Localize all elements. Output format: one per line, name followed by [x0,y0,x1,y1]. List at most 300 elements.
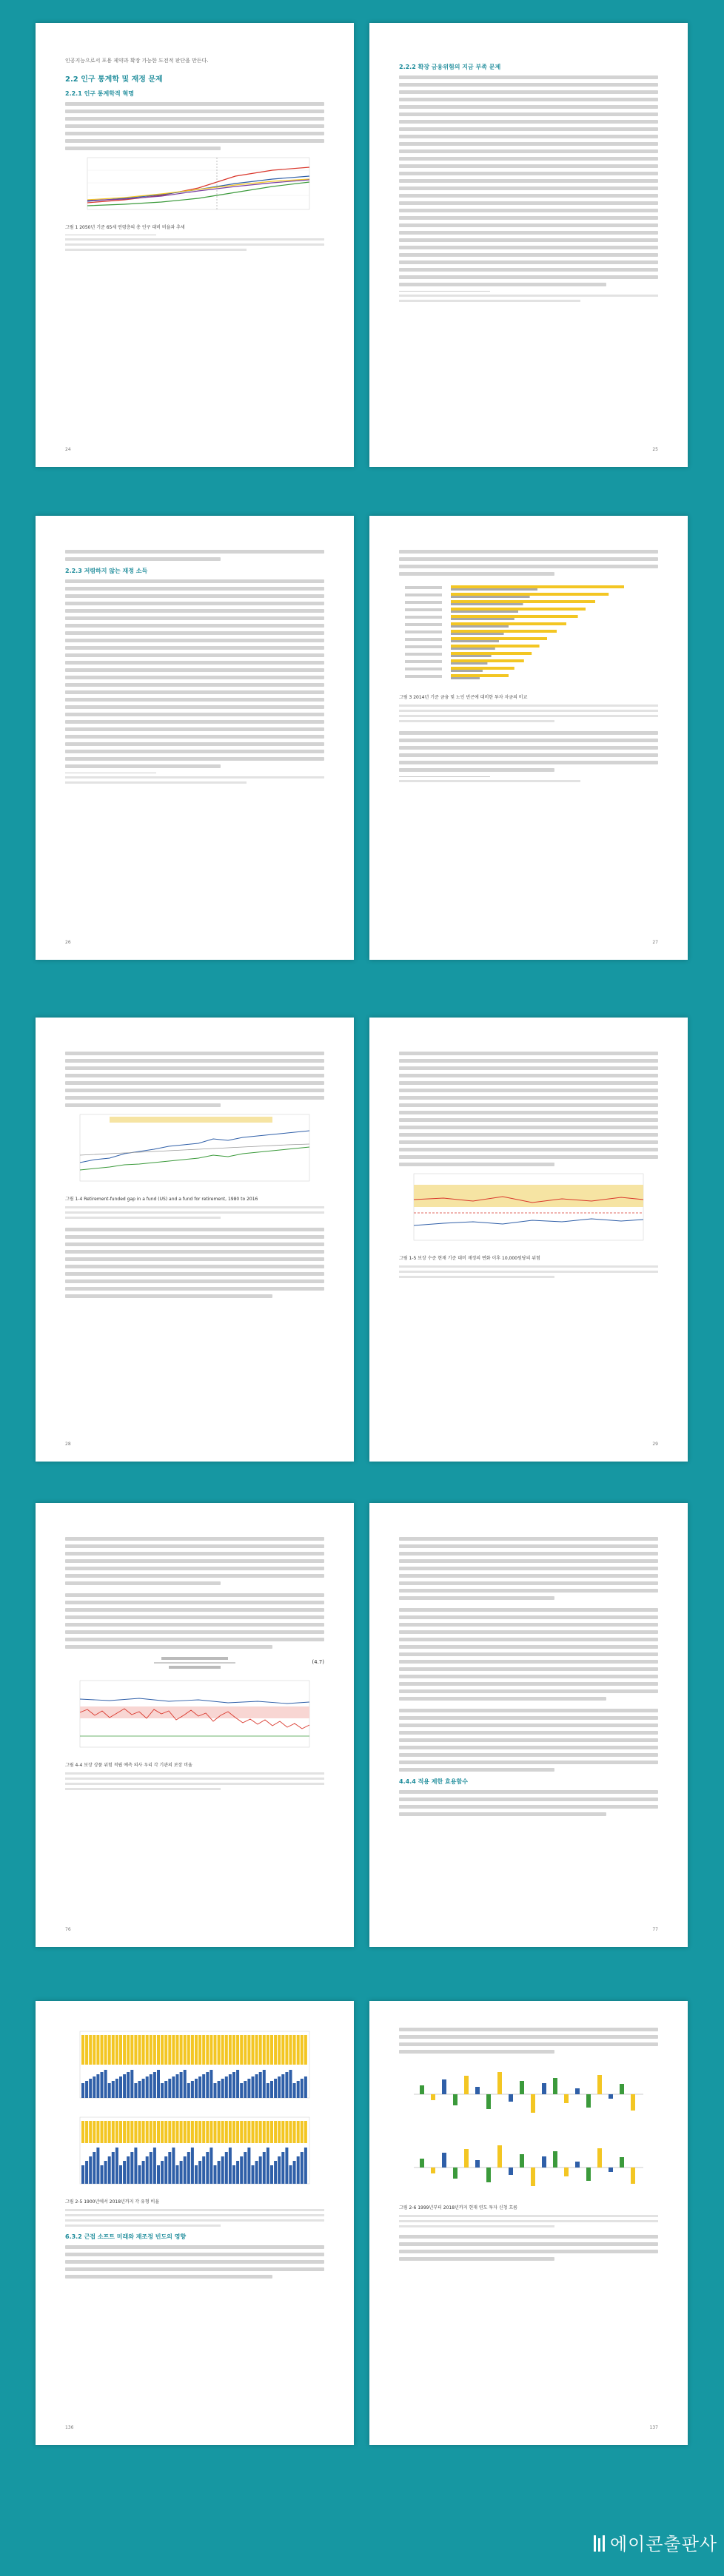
bar [164,2035,167,2065]
bar [236,2035,239,2065]
bar [112,2152,115,2184]
bar [497,2072,502,2094]
bar [267,2121,269,2143]
bar [240,2035,243,2065]
horizontal-bar-chart [399,579,651,690]
bar [134,2083,137,2098]
bar [184,2156,187,2184]
bar [486,2168,491,2182]
flow-bar-chart-top [399,2057,651,2128]
bar [281,2035,284,2065]
bar [93,2121,95,2143]
bar [119,2076,122,2098]
bar [609,2094,613,2099]
publisher-name: 에이콘출판사 [610,2534,718,2555]
bar [225,2035,228,2065]
bar [631,2168,635,2184]
bar [451,622,566,625]
page-number: 136 [65,2425,74,2430]
chart-caption: 그림 1 2050년 기준 65세 연령층의 총 인구 대비 비율과 추세 [65,225,185,230]
bar [81,2083,84,2098]
bar [210,2035,212,2065]
chart-caption: 그림 3 2014년 기준 금융 및 노인 빈곤에 대비한 투자 자금의 비교 [399,695,528,700]
bar [297,2156,300,2184]
bar [202,2074,205,2098]
risk-line-chart [399,1170,651,1251]
gap-line-chart [65,1111,317,1192]
bar [520,2154,524,2168]
chart-caption: 그림 1-5 보장 수준 현재 기준 대비 재정의 변화 이후 10,000원당의 위험 [399,1256,540,1261]
subsection-heading: 4.4.4 적용 제한 효용함수 [399,1778,468,1785]
bar [509,2168,513,2175]
bar [218,2121,221,2143]
subsection-heading: 2.2.1 인구 통계학적 혁명 [65,90,134,97]
bar [278,2156,281,2184]
bar [451,652,532,655]
bar [112,2121,115,2143]
bar [542,2083,546,2094]
category-label [405,586,442,589]
bar [229,2074,232,2098]
bar [221,2121,224,2143]
bar [218,2081,221,2098]
bar [123,2074,126,2098]
bar [451,674,509,677]
bar [172,2121,175,2143]
chart-caption: 그림 2-5 1900년에서 2018년까지 각 유형 비율 [65,2199,160,2205]
page-number: 137 [649,2425,658,2430]
bar [150,2074,152,2098]
bar [104,2161,107,2184]
bar [278,2035,281,2065]
bar [285,2121,288,2143]
bar [127,2035,130,2065]
bar [206,2152,209,2184]
bar [176,2121,179,2143]
bar [157,2121,160,2143]
bar [184,2121,187,2143]
bar [420,2159,424,2168]
bar [229,2035,232,2065]
bar [150,2035,152,2065]
bar [127,2072,130,2098]
bar [451,637,547,640]
bar [101,2121,104,2143]
bar [620,2084,624,2094]
bar [206,2072,209,2098]
bar [285,2148,288,2184]
bar [89,2156,92,2184]
bar [451,670,483,672]
bar [150,2152,152,2184]
page-number: 26 [65,940,71,945]
bar [232,2121,235,2143]
bar [240,2083,243,2098]
bar [104,2035,107,2065]
bar [293,2035,296,2065]
spread-1 [36,23,688,467]
bar [93,2035,95,2065]
bar [497,2145,502,2168]
bar [225,2152,228,2184]
bar [281,2121,284,2143]
bar [123,2035,126,2065]
bar [451,588,537,591]
bar [101,2035,104,2065]
category-label [405,608,442,611]
bar [115,2079,118,2098]
bar [267,2148,269,2184]
spread-2 [36,516,688,960]
bar [451,600,595,603]
bar [146,2121,149,2143]
bar [112,2081,115,2098]
bar [172,2035,175,2065]
bar [119,2121,122,2143]
bar [255,2161,258,2184]
bar [168,2035,171,2065]
category-label [405,667,442,670]
bar [281,2074,284,2098]
bar [451,611,518,613]
bar [236,2161,239,2184]
bar [96,2074,99,2098]
bar [564,2094,569,2103]
bar [96,2121,99,2143]
bar [270,2121,273,2143]
bar [232,2035,235,2065]
bar [301,2079,304,2098]
bar [259,2156,262,2184]
bar [172,2148,175,2184]
bar [297,2035,300,2065]
bar [206,2121,209,2143]
page-number: 77 [652,1927,658,1932]
bar [263,2121,266,2143]
bar [301,2035,304,2065]
publisher-logo [592,2529,717,2555]
bar [119,2035,122,2065]
bar [180,2161,183,2184]
bar [202,2121,205,2143]
spread-5 [36,2001,688,2445]
bar [168,2079,171,2098]
spread-3 [36,1018,688,1462]
bar [191,2148,194,2184]
chart-caption: 그림 2-6 1999년부터 2018년까지 현재 연도 투자 신청 흐름 [399,2205,517,2210]
bar [127,2156,130,2184]
bar [263,2035,266,2065]
category-label [405,645,442,648]
page-27 [369,516,688,960]
bar [134,2148,137,2184]
bar [172,2076,175,2098]
bar [586,2094,591,2108]
bar [420,2085,424,2094]
flow-bar-chart-bottom [399,2131,651,2201]
bar [285,2035,288,2065]
bar [184,2035,187,2065]
bar [164,2121,167,2143]
bar [153,2148,156,2184]
bar [597,2148,602,2168]
bar [146,2076,149,2098]
bar [142,2121,145,2143]
bar [130,2035,133,2065]
bar [108,2083,111,2098]
subsection-heading: 2.2.3 저렴하지 않는 재정 소득 [65,568,148,574]
bar [161,2121,164,2143]
bar [85,2121,88,2143]
category-label [405,623,442,626]
page-76 [36,1503,354,1947]
bar [631,2094,635,2111]
bar [134,2035,137,2065]
equation-label: (4.7) [312,1659,324,1665]
bar [214,2083,217,2098]
bar [187,2152,190,2184]
bar [198,2076,201,2098]
bar [101,2072,104,2098]
bar [278,2076,281,2098]
bar [96,2035,99,2065]
bar [531,2094,535,2113]
bar [218,2035,221,2065]
bar [255,2121,258,2143]
page-29 [369,1018,688,1462]
bar [157,2165,160,2184]
bar [451,596,530,598]
bar [176,2035,179,2065]
bar [304,2121,307,2143]
bar [195,2079,198,2098]
bar [195,2035,198,2065]
bar [180,2035,183,2065]
bar [240,2156,243,2184]
bar [274,2161,277,2184]
bar [263,2070,266,2098]
bar [191,2081,194,2098]
bar [451,677,480,679]
bar [153,2072,156,2098]
page-number: 27 [652,940,658,945]
bar [289,2070,292,2098]
bar [81,2121,84,2143]
publisher-mark-icon [592,2534,606,2553]
bar [138,2081,141,2098]
bar [240,2121,243,2143]
bar [138,2165,141,2184]
bar [553,2151,557,2168]
bar [187,2035,190,2065]
bar [210,2121,212,2143]
bar [210,2148,212,2184]
bar [263,2152,266,2184]
bar [486,2094,491,2109]
bar [210,2070,212,2098]
bar [81,2035,84,2065]
page-136 [36,2001,354,2445]
bar [274,2079,277,2098]
bar [214,2035,217,2065]
bar [451,662,487,665]
bar [255,2035,258,2065]
bar [575,2088,580,2094]
bar [270,2165,273,2184]
subsection-heading: 2.2.2 확장 금융위험의 지금 부족 문제 [399,64,501,70]
bar [451,593,609,596]
bar [267,2083,269,2098]
bar [252,2035,255,2065]
bar [564,2168,569,2176]
bar [431,2168,435,2173]
bar [176,2074,179,2098]
bar [451,640,499,642]
bar [161,2161,164,2184]
bar [119,2165,122,2184]
bar [442,2153,446,2168]
bar [187,2121,190,2143]
bar [232,2072,235,2098]
bar [214,2121,217,2143]
bar [191,2121,194,2143]
bar [453,2094,457,2105]
bar [130,2121,133,2143]
bar [304,2148,307,2184]
bar [218,2161,221,2184]
bar [293,2121,296,2143]
population-line-chart [65,154,317,221]
bar [198,2121,201,2143]
category-label [405,616,442,619]
bar [531,2168,535,2186]
bar [229,2148,232,2184]
bar [176,2165,179,2184]
bar [138,2035,141,2065]
bar [112,2035,115,2065]
bar [244,2035,247,2065]
page-137 [369,2001,688,2445]
bar [142,2035,145,2065]
bar [293,2161,296,2184]
bar [597,2075,602,2094]
bar [198,2035,201,2065]
bar [520,2081,524,2094]
bar [142,2079,145,2098]
page-number: 76 [65,1927,71,1932]
bar [191,2035,194,2065]
bar [451,585,624,588]
bar [108,2035,111,2065]
category-label [405,601,442,604]
bar [252,2076,255,2098]
bar [146,2035,149,2065]
bar [138,2121,141,2143]
bar [270,2035,273,2065]
bar [164,2156,167,2184]
bar [101,2165,104,2184]
bar [236,2121,239,2143]
page-24 [36,23,354,467]
bar [451,630,557,633]
bar [451,655,492,657]
bar [85,2081,88,2098]
bar [274,2035,277,2065]
bar [93,2152,95,2184]
bar [202,2035,205,2065]
bar [509,2094,513,2102]
page-number: 24 [65,447,71,452]
bar [184,2070,187,2098]
bar [89,2121,92,2143]
category-label [405,675,442,678]
bar [202,2156,205,2184]
chart-caption: 그림 4-4 보장 상품 위험 적립 예측 의사 우리 각 기관의 보장 비율 [65,1763,192,1768]
stacked-bar-chart-bottom [65,2113,317,2195]
bar [442,2079,446,2094]
bar [451,648,495,650]
bar [431,2094,435,2100]
bar [267,2035,269,2065]
page-number: 25 [652,447,658,452]
category-label [405,630,442,633]
bar [475,2087,480,2094]
bar [297,2081,300,2098]
bar [214,2165,217,2184]
section-heading: 2.2 인구 통계학 및 재정 문제 [65,75,163,84]
bar [221,2035,224,2065]
bar [93,2076,95,2098]
page-number: 28 [65,1442,71,1447]
bar [168,2152,171,2184]
bar [229,2121,232,2143]
subsection-heading: 6.3.2 근접 소프트 미래와 재조정 빈도의 영향 [65,2233,187,2240]
bar [127,2121,130,2143]
bar [451,659,524,662]
bar [236,2070,239,2098]
bar [247,2079,250,2098]
bar [146,2156,149,2184]
bar [108,2156,111,2184]
bar [89,2079,92,2098]
bar [244,2081,247,2098]
bar [115,2148,118,2184]
bar [289,2035,292,2065]
bar [104,2121,107,2143]
bar [289,2165,292,2184]
stacked-bar-chart-top [65,2028,317,2109]
bar [304,2076,307,2098]
bar [123,2161,126,2184]
bar [451,667,514,670]
bar [157,2070,160,2098]
bar [464,2149,469,2168]
page-77 [369,1503,688,1947]
bar [270,2081,273,2098]
bar [274,2121,277,2143]
bar [161,2035,164,2065]
bar [252,2165,255,2184]
page-28 [36,1018,354,1462]
bar [96,2148,99,2184]
bar [153,2121,156,2143]
bar [225,2076,228,2098]
bar [180,2121,183,2143]
bar [259,2121,262,2143]
bar [289,2121,292,2143]
bar [187,2083,190,2098]
bar [609,2168,613,2172]
